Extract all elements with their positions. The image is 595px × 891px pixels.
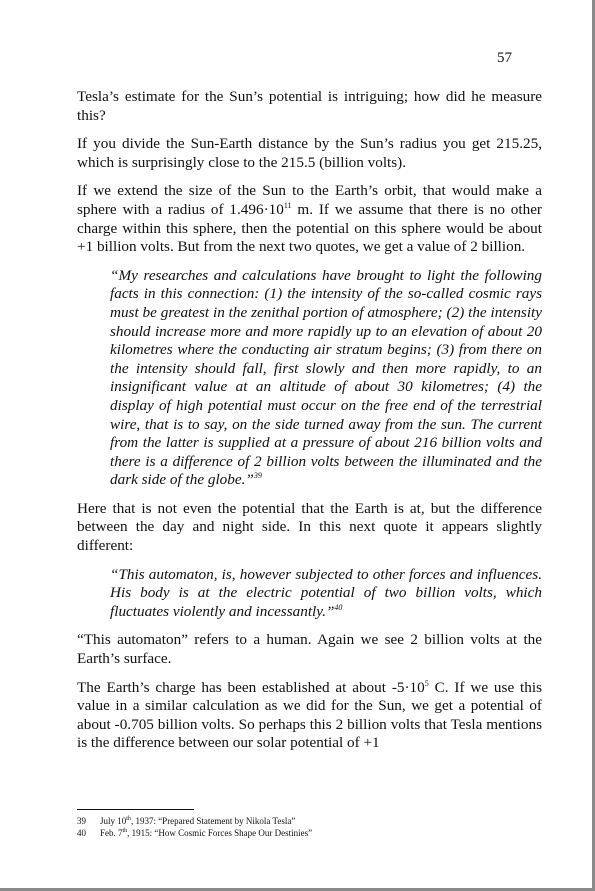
paragraph: Tesla’s estimate for the Sun’s potential is intriguing; how did he measure this? (77, 88, 542, 124)
footnote-number: 39 (77, 816, 86, 826)
exponent: 11 (283, 200, 292, 210)
footnote-ref[interactable]: 40 (334, 602, 343, 612)
page-number: 57 (497, 50, 512, 66)
paragraph: The Earth’s charge has been established at about $-5\cdot 10^5$ C. If we use this value in a similar calculation as we did for the Sun, we get a potential of about -0.705 billion volts. So perhaps this 2 billion volts that Tesla mentions is the difference between our solar potential of +1 (77, 678, 542, 752)
footnote-divider (77, 809, 194, 810)
footnote (77, 815, 547, 827)
paragraph: Here that is not even the potential that the Earth is at, but the difference between the day and night side. In this next quote it appears slightly different: (77, 499, 542, 555)
paragraph: “This automaton” refers to a human. Again we see 2 billion volts at the Earth’s surface. (77, 631, 542, 668)
footnotes (77, 815, 547, 839)
exponent: 5 (424, 678, 429, 688)
footnote-number: 40 (77, 828, 86, 838)
paragraph: If you divide the Sun-Earth distance by the Sun’s radius you get 215.25, which is surprisingly close to the 215.5 (billion volts). (77, 135, 542, 171)
block-quote: “My researches and calculations have brought to light the following facts in this connection: (1) the intensity of the so-called cosmic rays must be greatest in the zenithal portion of atmosphere; (2) the intensity should increase more and more rapidly up to an elevation of about 20 kilometres where the conducting air stratum begins; (3) from there on the intensity should fall, first slowly and then more rapidly, to an insignificant value at an altitude of about 30 kilometres; (4) the display of high potential must occur on the free end of the terrestrial wire, that is to say, on the side turned away from the sun. The current from the latter is supplied at a pressure of about 216 billion volts and there is a difference of 2 billion volts between the illuminated and the dark side of the globe.”$^{39}$ (110, 266, 542, 489)
footnote-text: Feb. 7th, 1915: “How Cosmic Forces Shape Our Destinies” (100, 828, 313, 838)
footnote-text: July 10th, 1937: “Prepared Statement by Nikola Tesla” (100, 816, 296, 826)
block-quote: “This automaton, is, however subjected to other forces and influences. His body is at the electric potential of two billion volts, which fluctuates violently and incessantly.”$^{40}$ (110, 565, 542, 620)
footnote-ref[interactable]: 39 (253, 471, 262, 481)
footnote (77, 827, 547, 839)
paragraph: If we extend the size of the Sun to the Earth’s orbit, that would make a sphere with a radius of $1.496\cdot 10^{11}$ m. If we assume that there is no other charge within this sphere, then the potential on this sphere would be about +1 billion volts. But from the next two quotes, we get a value of 2 billion. (77, 182, 542, 256)
body-text (77, 88, 542, 763)
